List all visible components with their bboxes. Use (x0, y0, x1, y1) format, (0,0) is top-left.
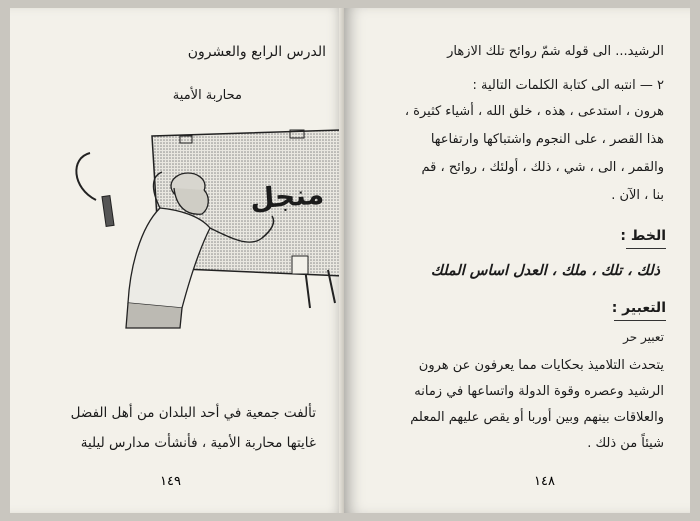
exercise-line-1: ٢ — انتبه الى كتابة الكلمات التالية : (472, 78, 664, 93)
tabir-underline (614, 320, 666, 321)
illustration-man-writing (10, 118, 344, 338)
exercise-line-5: بنا ، الآن . (611, 188, 664, 203)
khatt-calligraphy-line: ذلك ، تلك ، ملك ، العدل اساس الملك (430, 263, 660, 279)
tabir-line-4: والعلاقات بينهم وبين أوربا أو يقص عليهم المعلم (410, 410, 664, 425)
exercise-line-3: هذا القصر ، على النجوم واشتباكها وارتفاعها (430, 132, 664, 147)
top-line: الرشيد... الى قوله شمّ روائح تلك الازهار (447, 44, 664, 59)
exercise-line-4: والقمر ، الى ، شي ، ذلك ، أولئك ، روائح ، قم (421, 160, 664, 175)
tabir-line-1: تعبير حر (623, 330, 664, 344)
caption-line-2: غايتها محاربة الأمية ، فأنشأت مدارس ليلية (80, 435, 316, 451)
caption-line-1: تألفت جمعية في أحد البلدان من أهل الفضل (70, 405, 316, 421)
tabir-heading: التعبير : (611, 300, 666, 316)
khatt-heading: الخط : (620, 228, 666, 244)
right-page (344, 8, 690, 513)
tabir-line-3: الرشيد وعصره وقوة الدولة واتساعها في زمانه (414, 384, 664, 399)
page-number-right: ١٤٨ (534, 474, 555, 489)
exercise-line-2: هرون ، استدعى ، هذه ، خلق الله ، أشياء كثيرة ، (404, 104, 664, 119)
tabir-line-2: يتحدث التلاميذ بحكايات مما يعرفون عن هرون (418, 358, 664, 373)
khatt-underline (626, 248, 666, 249)
lesson-header: الدرس الرابع والعشرون (187, 44, 326, 60)
page-number-left: ١٤٩ (160, 474, 181, 489)
illustration-word: منجل (248, 177, 325, 216)
lesson-subtitle: محاربة الأمية (172, 88, 242, 103)
left-page (10, 8, 344, 513)
tabir-line-5: شيئاً من ذلك . (587, 436, 664, 451)
